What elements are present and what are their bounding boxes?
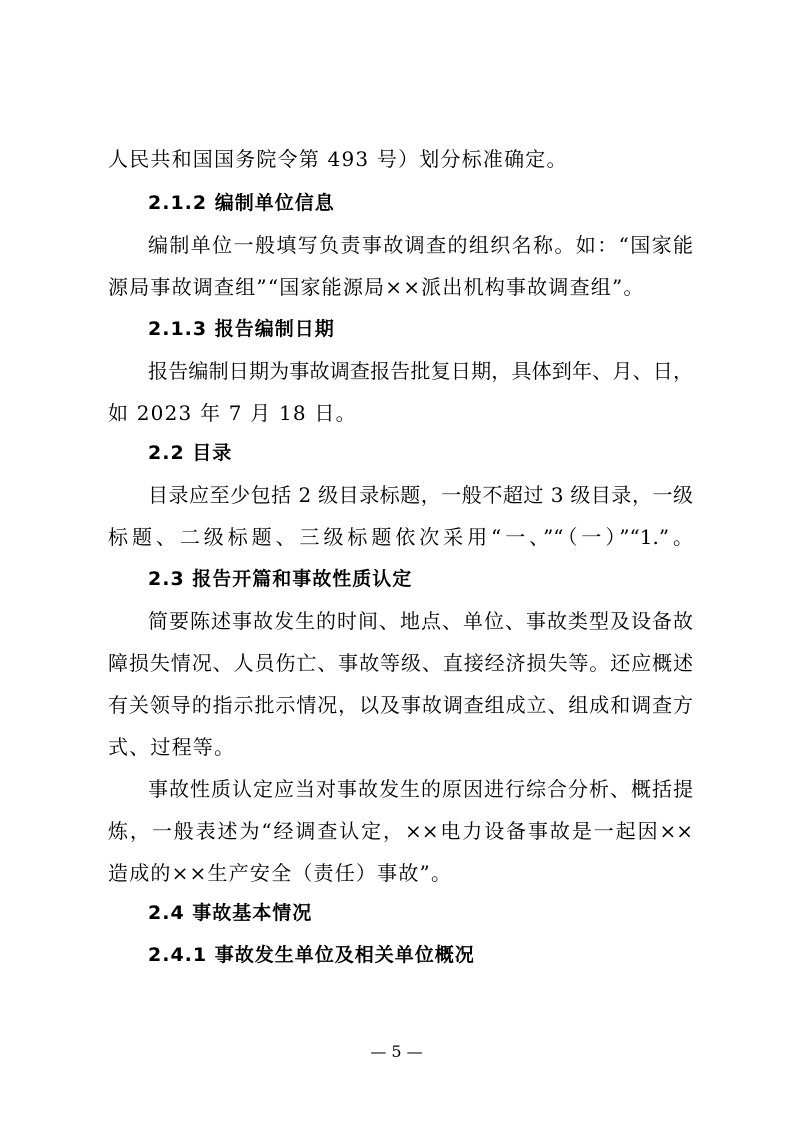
page-number: — 5 — xyxy=(370,1042,423,1061)
paragraph-line: 标题、二级标题、三级标题依次采用“一、”“（一）”“1.”。 xyxy=(108,525,693,549)
section-heading-2-3: 2.3 报告开篇和事故性质认定 xyxy=(148,568,413,590)
paragraph-line: 报告编制日期为事故调查报告批复日期，具体到年、月、日， xyxy=(148,359,693,383)
paragraph-line: 事故性质认定应当对事故发生的原因进行综合分析、概括提 xyxy=(148,777,693,801)
paragraph-line: 如 2023 年 7 月 18 日。 xyxy=(108,401,357,425)
paragraph-line: 目录应至少包括 2 级目录标题，一般不超过 3 级目录，一级 xyxy=(148,483,693,507)
paragraph-line: 炼，一般表述为“经调查认定，××电力设备事故是一起因×× xyxy=(108,819,693,843)
paragraph-line: 有关领导的指示批示情况，以及事故调查组成立、组成和调查方 xyxy=(108,693,693,717)
paragraph-continuation-line: 人民共和国国务院令第 493 号）划分标准确定。 xyxy=(108,147,568,171)
section-heading-2-1-2: 2.1.2 编制单位信息 xyxy=(148,192,335,214)
section-heading-2-4-1: 2.4.1 事故发生单位及相关单位概况 xyxy=(148,944,475,966)
paragraph-line: 式、过程等。 xyxy=(108,735,236,759)
paragraph-line: 障损失情况、人员伤亡、事故等级、直接经济损失等。还应概述 xyxy=(108,651,693,675)
section-heading-2-2: 2.2 目录 xyxy=(148,442,233,464)
paragraph-line: 编制单位一般填写负责事故调查的组织名称。如：“国家能 xyxy=(148,233,693,257)
section-heading-2-1-3: 2.1.3 报告编制日期 xyxy=(148,318,335,340)
paragraph-line: 源局事故调查组”“国家能源局××派出机构事故调查组”。 xyxy=(108,275,645,299)
paragraph-line: 简要陈述事故发生的时间、地点、单位、事故类型及设备故 xyxy=(148,609,693,633)
paragraph-line: 造成的××生产安全（责任）事故”。 xyxy=(108,861,453,885)
section-heading-2-4: 2.4 事故基本情况 xyxy=(148,902,313,924)
